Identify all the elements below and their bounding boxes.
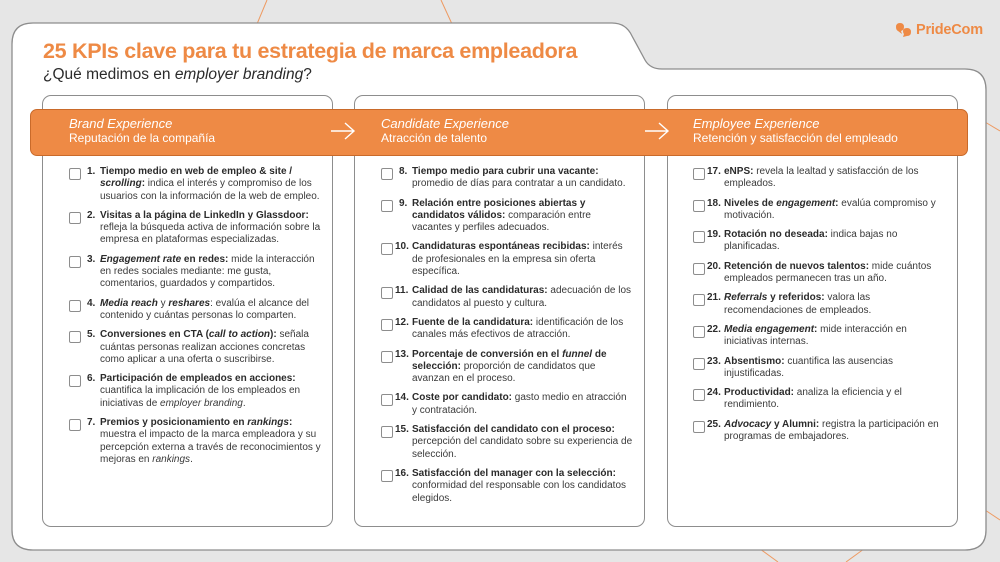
kpi-item — [693, 166, 951, 191]
kpi-text: Engagement rate en redes: mide la interacción en redes sociales mediante: me gusta, comentarios, guardados y compartidos. — [100, 253, 315, 290]
kpi-text: Retención de nuevos talentos: mide cuántos empleados permanecen tras un año. — [724, 260, 932, 285]
kpi-checkbox[interactable] — [693, 326, 705, 338]
kpi-item — [381, 424, 633, 461]
column-title: Candidate Experience — [381, 116, 509, 131]
kpi-text: Media reach y reshares: evalúa el alcance del contenido y cuántas personas lo comparten. — [100, 297, 310, 321]
column-subtitle: Retención y satisfacción del empleado — [693, 131, 898, 145]
column-title: Employee Experience — [693, 116, 820, 131]
kpi-checkbox[interactable] — [693, 263, 705, 275]
kpi-checkbox[interactable] — [381, 351, 393, 363]
kpi-item — [381, 468, 633, 505]
kpi-number: 11. — [395, 285, 409, 297]
page-title: 25 KPIs clave para tu estrategia de marca empleadora — [43, 39, 578, 63]
kpi-text: Referrals y referidos: valora las recomendaciones de empleados. — [724, 292, 872, 316]
kpi-text: Premios y posicionamiento en rankings: muestra el impacto de la marca empleadora y su percepción externa a través de reconocimientos y mejoras en rankings. — [100, 417, 321, 465]
kpi-list-employee — [693, 166, 951, 450]
speech-bubbles-icon — [895, 22, 913, 38]
kpi-number: 7. — [87, 417, 96, 429]
column-header-employee — [693, 116, 898, 146]
kpi-number: 15. — [395, 424, 409, 436]
kpi-number: 23. — [707, 355, 721, 367]
arrow-right-icon — [644, 121, 670, 141]
kpi-list-brand — [69, 166, 321, 473]
kpi-checkbox[interactable] — [693, 168, 705, 180]
kpi-number: 14. — [395, 392, 409, 404]
kpi-checkbox[interactable] — [381, 470, 393, 482]
kpi-item — [693, 261, 951, 286]
kpi-item — [69, 417, 321, 466]
kpi-item — [693, 198, 951, 223]
kpi-text: Niveles de engagement: evalúa compromiso y motivación. — [724, 197, 936, 221]
kpi-text: Relación entre posiciones abiertas y candidatos válidos: comparación entre vacantes y perfiles adecuados. — [412, 197, 591, 234]
page-subtitle — [43, 66, 312, 84]
kpi-item — [381, 317, 633, 342]
kpi-checkbox[interactable] — [69, 256, 81, 268]
kpi-number: 13. — [395, 348, 409, 360]
kpi-number: 10. — [395, 241, 409, 253]
kpi-item — [381, 349, 633, 386]
column-header-brand — [69, 116, 215, 146]
kpi-text: Satisfacción del candidato con el proceso: percepción del candidato sobre su experiencia de selección. — [412, 424, 633, 460]
kpi-checkbox[interactable] — [693, 389, 705, 401]
kpi-checkbox[interactable] — [69, 331, 81, 343]
kpi-number: 8. — [399, 166, 408, 177]
kpi-item — [693, 419, 951, 444]
kpi-number: 16. — [395, 467, 409, 479]
kpi-item — [381, 166, 633, 191]
kpi-checkbox[interactable] — [693, 358, 705, 370]
logo-text: PrideCom — [916, 22, 983, 38]
kpi-number: 22. — [707, 323, 721, 335]
kpi-number: 20. — [707, 260, 721, 272]
kpi-checkbox[interactable] — [69, 419, 81, 431]
kpi-text: Porcentaje de conversión en el funnel de selección: proporción de candidatos que avanzan en el proceso. — [412, 348, 607, 385]
kpi-item — [381, 241, 633, 278]
kpi-item — [381, 285, 633, 310]
kpi-item — [69, 329, 321, 366]
kpi-item — [693, 292, 951, 317]
kpi-checkbox[interactable] — [693, 294, 705, 306]
kpi-checkbox[interactable] — [69, 212, 81, 224]
kpi-number: 3. — [87, 253, 96, 265]
kpi-text: Media engagement: mide interacción en iniciativas internas. — [724, 323, 907, 348]
subtitle-suffix: ? — [303, 66, 312, 83]
kpi-text: Visitas a la página de LinkedIn y Glassdoor: refleja la búsqueda activa de información sobre la empresa en plataformas especializadas. — [100, 209, 321, 246]
kpi-checkbox[interactable] — [693, 200, 705, 212]
column-subtitle: Atracción de talento — [381, 131, 488, 145]
kpi-checkbox[interactable] — [381, 426, 393, 438]
kpi-list-candidate — [381, 166, 633, 512]
kpi-item — [693, 387, 951, 412]
column-header-candidate — [381, 116, 509, 146]
kpi-number: 24. — [707, 387, 721, 399]
kpi-checkbox[interactable] — [381, 319, 393, 331]
pridecom-logo — [895, 20, 983, 40]
arrow-right-icon — [330, 121, 356, 141]
kpi-text: eNPS: revela la lealtad y satisfacción de los empleados. — [724, 166, 919, 190]
kpi-checkbox[interactable] — [693, 231, 705, 243]
kpi-number: 25. — [707, 418, 721, 430]
kpi-text: Productividad: analiza la eficiencia y el rendimiento. — [724, 387, 902, 411]
kpi-text: Candidaturas espontáneas recibidas: interés de profesionales en la empresa sin oferta específica. — [412, 241, 623, 278]
kpi-item — [693, 324, 951, 349]
kpi-item — [69, 254, 321, 291]
kpi-checkbox[interactable] — [381, 243, 393, 255]
kpi-checkbox[interactable] — [381, 168, 393, 180]
kpi-number: 18. — [707, 197, 721, 209]
kpi-item — [69, 210, 321, 247]
kpi-text: Satisfacción del manager con la selección: conformidad del responsable con los candidatos elegidos. — [412, 467, 627, 504]
kpi-checkbox[interactable] — [69, 168, 81, 180]
kpi-text: Calidad de las candidaturas: adecuación de los candidatos al puesto y cultura. — [412, 285, 632, 309]
kpi-number: 9. — [399, 197, 408, 209]
kpi-item — [693, 356, 951, 381]
kpi-checkbox[interactable] — [381, 394, 393, 406]
kpi-number: 5. — [87, 329, 96, 341]
kpi-text: Coste por candidato: gasto medio en atracción y contratación. — [412, 392, 627, 416]
kpi-item — [381, 198, 633, 235]
kpi-number: 2. — [87, 209, 96, 221]
kpi-text: Rotación no deseada: indica bajas no planificadas. — [724, 229, 898, 253]
kpi-text: Participación de empleados en acciones: cuantifica la implicación de los empleados en iniciativas de employer branding. — [100, 373, 301, 409]
kpi-checkbox[interactable] — [693, 421, 705, 433]
kpi-text: Absentismo: cuantifica las ausencias injustificadas. — [724, 355, 893, 379]
kpi-number: 4. — [87, 297, 96, 309]
kpi-checkbox[interactable] — [69, 300, 81, 312]
kpi-number: 17. — [707, 166, 721, 177]
subtitle-text: ¿Qué medimos en — [43, 66, 175, 83]
kpi-text: Tiempo medio para cubrir una vacante: promedio de días para contratar a un candidato. — [412, 166, 626, 190]
kpi-item — [69, 166, 321, 203]
kpi-text: Tiempo medio en web de empleo & site / scrolling: indica el interés y compromiso de los usuarios con la información de la web de empleo. — [100, 166, 320, 202]
kpi-item — [69, 298, 321, 323]
kpi-text: Conversiones en CTA (call to action): señala cuántas personas realizan acciones concretas como aplicar a una oferta o suscribirse. — [100, 329, 309, 365]
kpi-item — [693, 229, 951, 254]
kpi-text: Fuente de la candidatura: identificación de los canales más efectivos de atracción. — [412, 316, 624, 341]
subtitle-emphasis: employer branding — [174, 66, 304, 83]
kpi-checkbox[interactable] — [381, 287, 393, 299]
kpi-number: 21. — [707, 292, 721, 304]
kpi-number: 19. — [707, 229, 721, 241]
kpi-number: 6. — [87, 373, 96, 385]
kpi-item — [381, 392, 633, 417]
kpi-item — [69, 373, 321, 410]
column-title: Brand Experience — [69, 116, 173, 131]
kpi-checkbox[interactable] — [381, 200, 393, 212]
kpi-checkbox[interactable] — [69, 375, 81, 387]
kpi-number: 1. — [87, 166, 96, 177]
kpi-number: 12. — [395, 316, 409, 328]
kpi-text: Advocacy y Alumni: registra la participación en programas de embajadores. — [724, 418, 939, 443]
column-subtitle: Reputación de la compañía — [69, 131, 216, 145]
